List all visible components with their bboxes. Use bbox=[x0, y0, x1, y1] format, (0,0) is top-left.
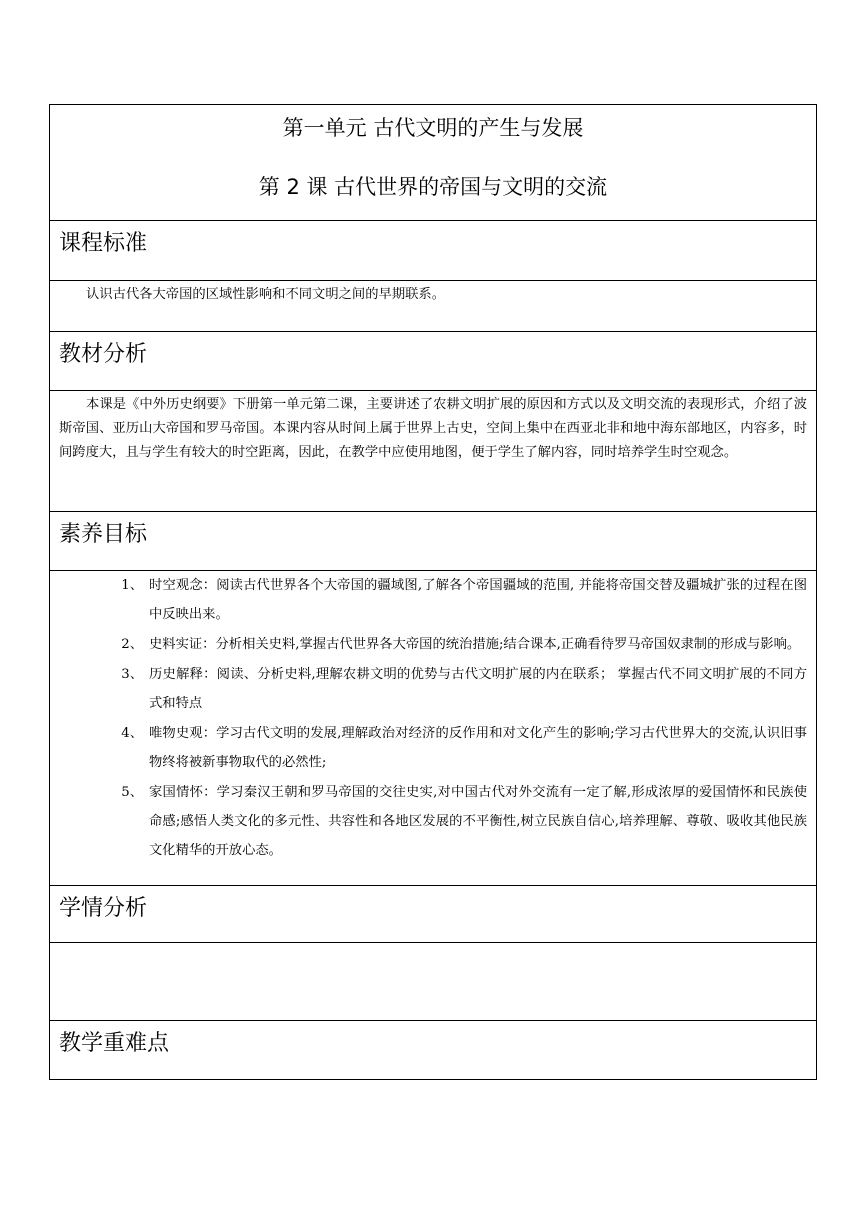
goal-number: 5、 bbox=[121, 785, 143, 800]
section-heading-analysis: 教材分析 bbox=[50, 331, 816, 390]
analysis-cell bbox=[50, 390, 816, 511]
section-heading-learner: 学情分析 bbox=[50, 885, 816, 942]
goal-item bbox=[59, 663, 807, 718]
lesson-title: 第 2 课 古代世界的帝国与文明的交流 bbox=[258, 175, 608, 199]
goal-number: 1、 bbox=[121, 578, 143, 593]
goal-item bbox=[59, 781, 807, 865]
title-cell bbox=[50, 105, 816, 220]
section-heading-keypoints: 教学重难点 bbox=[50, 1020, 816, 1079]
lesson-plan-table bbox=[49, 104, 817, 1080]
goal-item bbox=[59, 722, 807, 777]
goal-number: 4、 bbox=[121, 726, 143, 741]
goal-number: 2、 bbox=[121, 637, 143, 652]
learner-cell bbox=[50, 942, 816, 1020]
goal-text: 史料实证：分析相关史料,掌握古代世界各大帝国的统治措施;结合课本,正确看待罗马帝国奴隶制的形成与影响。 bbox=[149, 637, 801, 652]
goal-text: 时空观念：阅读古代世界各个大帝国的疆域图,了解各个帝国疆域的范围, 并能将帝国交替及疆城扩张的过程在图中反映出来。 bbox=[149, 578, 807, 622]
section-heading-goals: 素养目标 bbox=[50, 511, 816, 570]
standard-text: 认识古代各大帝国的区域性影响和不同文明之间的早期联系。 bbox=[86, 287, 446, 302]
unit-title: 第一单元 古代文明的产生与发展 bbox=[282, 116, 584, 140]
analysis-text: 本课是《中外历史纲要》下册第一单元第二课，主要讲述了农耕文明扩展的原因和方式以及文明交流的表现形式，介绍了波斯帝国、亚历山大帝国和罗马帝国。本课内容从时间上属于世界上古史，空间上集中在西亚北非和地中海东部地区，内容多，时间跨度大，且与学生有较大的时空距离，因此，在教学中应使用地图，便于学生了解内容，同时培养学生时空观念。 bbox=[59, 397, 807, 460]
goal-number: 3、 bbox=[121, 667, 143, 682]
goal-item bbox=[59, 633, 807, 659]
section-heading-standard: 课程标准 bbox=[50, 220, 816, 280]
goals-cell bbox=[50, 570, 816, 885]
goal-text: 唯物史观：学习古代文明的发展,理解政治对经济的反作用和对文化产生的影响;学习古代世界大的交流,认识旧事物终将被新事物取代的必然性; bbox=[149, 726, 807, 770]
goal-text: 家国情怀：学习秦汉王朝和罗马帝国的交往史实,对中国古代对外交流有一定了解,形成浓厚的爱国情怀和民族使命感;感悟人类文化的多元性、共容性和各地区发展的不平衡性,树立民族自信心,培养理解、尊敬、吸收其他民族文化精华的开放心态。 bbox=[149, 785, 807, 858]
standard-cell bbox=[50, 280, 816, 331]
goal-item bbox=[59, 574, 807, 629]
goal-text: 历史解释：阅读、分析史料,理解农耕文明的优势与古代文明扩展的内在联系； 掌握古代不同文明扩展的不同方式和特点 bbox=[149, 667, 807, 711]
